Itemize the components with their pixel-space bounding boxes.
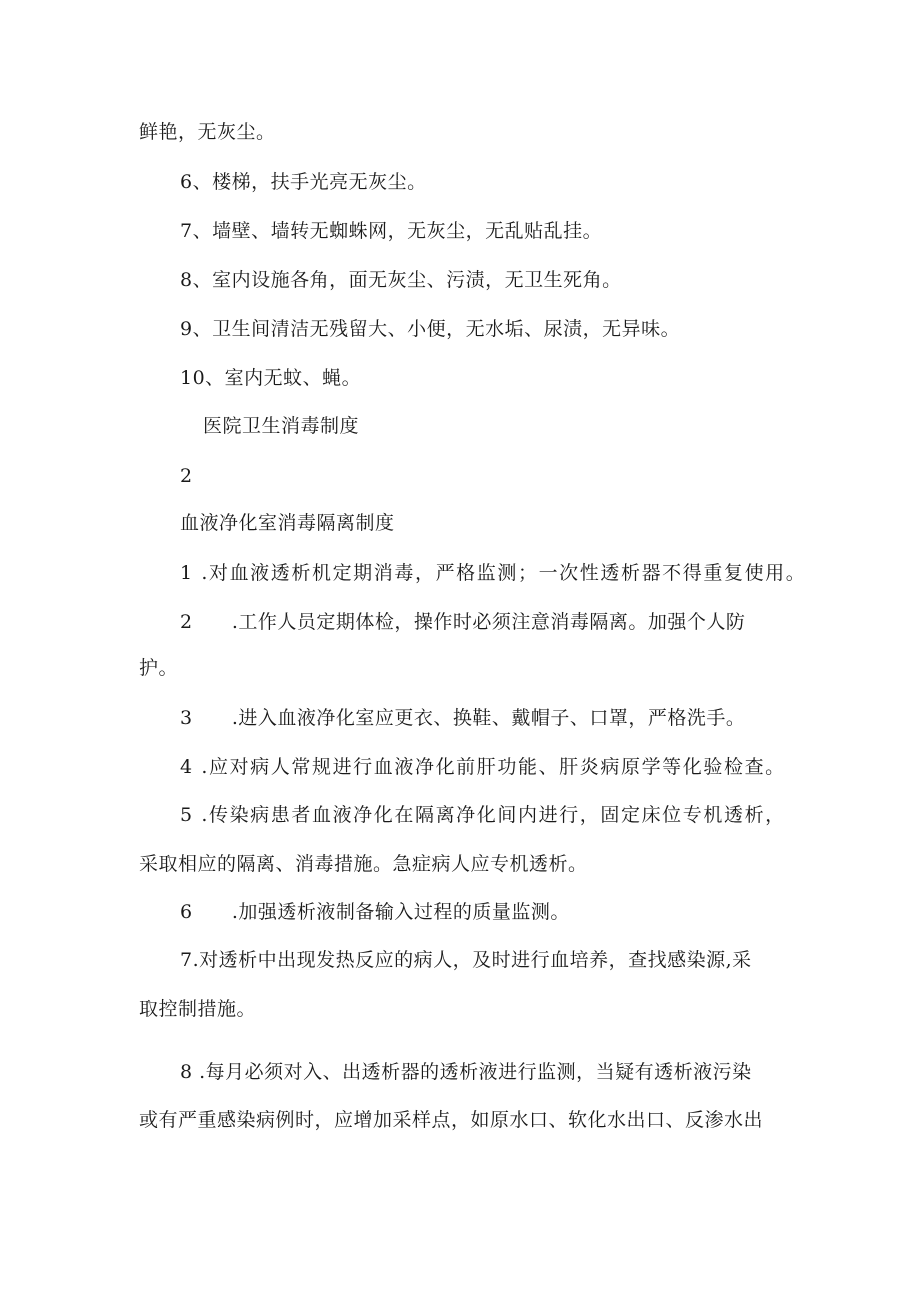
list-item: 5 .传染病患者血液净化在隔离净化间内进行，固定床位专机透析，	[180, 804, 786, 826]
list-item: 6 .加强透析液制备输入过程的质量监测。	[180, 901, 570, 923]
list-item: 3 .进入血液净化室应更衣、换鞋、戴帽子、口罩，严格洗手。	[180, 707, 746, 729]
section-heading: 血液净化室消毒隔离制度	[180, 512, 395, 534]
list-item: 6、楼梯，扶手光亮无灰尘。	[180, 171, 427, 193]
text-line: 采取相应的隔离、消毒措施。急症病人应专机透析。	[139, 853, 588, 875]
list-item: 7.对透析中出现发热反应的病人，及时进行血培养，查找感染源,采	[180, 949, 752, 971]
list-item: 9、卫生间清洁无残留大、小便，无水垢、尿渍，无异味。	[180, 318, 681, 340]
list-item: 2 .工作人员定期体检，操作时必须注意消毒隔离。加强个人防	[180, 611, 746, 633]
list-item: 7、墙壁、墙转无蜘蛛网，无灰尘，无乱贴乱挂。	[180, 220, 603, 242]
list-item: 10、室内无蚊、蝇。	[180, 367, 362, 389]
text-line: 取控制措施。	[139, 998, 257, 1020]
list-item: 1 .对血液透析机定期消毒，严格监测；一次性透析器不得重复使用。	[180, 562, 807, 584]
page-number: 2	[180, 465, 193, 487]
list-item: 8 .每月必须对入、出透析器的透析液进行监测，当疑有透析液污染	[180, 1061, 752, 1083]
list-item: 8、室内设施各角，面无灰尘、污渍，无卫生死角。	[180, 269, 622, 291]
text-line: 或有严重感染病例时，应增加采样点，如原水口、软化水出口、反渗水出	[139, 1109, 764, 1131]
text-line: 护。	[139, 657, 179, 679]
list-item: 4 .应对病人常规进行血液净化前肝功能、肝炎病原学等化验检查。	[180, 756, 786, 778]
text-line: 鲜艳，无灰尘。	[139, 121, 276, 143]
section-heading: 医院卫生消毒制度	[203, 415, 360, 437]
